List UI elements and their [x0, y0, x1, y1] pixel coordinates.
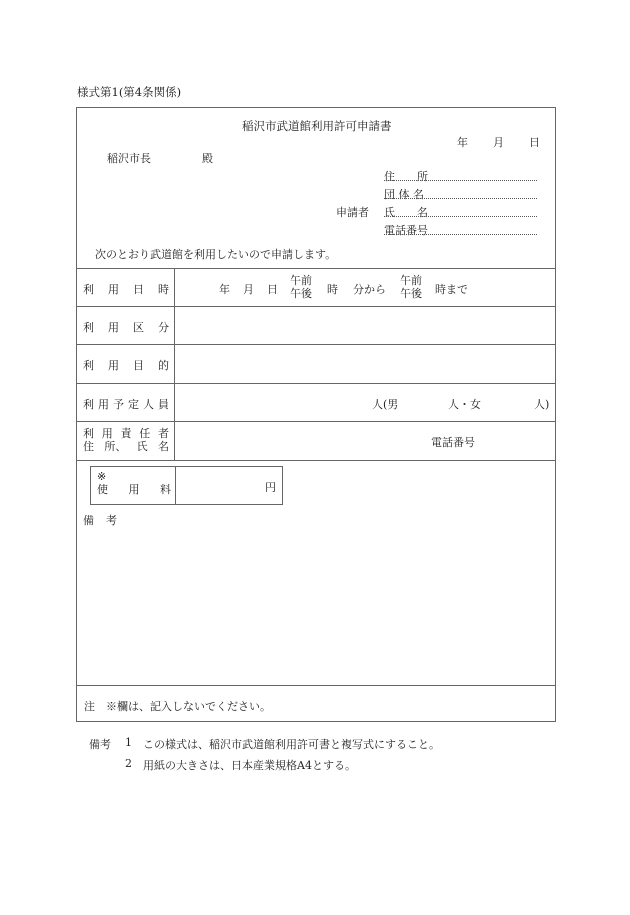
divider: [77, 421, 555, 422]
usage-hour: 時: [327, 283, 338, 296]
form-title: 稲沢市武道館利用許可申請書: [242, 119, 392, 133]
footnote: 注 ※欄は、記入しないでください。: [84, 700, 271, 713]
remarks-item-text: 用紙の大きさは、日本産業規格A4とする。: [143, 759, 356, 772]
label-char: 用: [128, 483, 140, 496]
label-char: 考: [106, 514, 117, 527]
label-char: 員: [158, 398, 169, 411]
label-char: 責: [120, 427, 132, 440]
expected-people-label: [83, 396, 169, 412]
divider: [77, 460, 555, 461]
divider: [77, 268, 555, 269]
request-statement: 次のとおり武道館を利用したいので申請します。: [95, 248, 337, 261]
label-char: 使: [97, 483, 108, 496]
responsible-phone-label: 電話番号: [431, 436, 475, 449]
applicant-label: 申請者: [336, 206, 369, 219]
usage-category-label: [83, 319, 169, 335]
label-char: 定: [128, 398, 139, 411]
usage-datetime-label: [83, 281, 169, 297]
applicant-phone-label: 電話番号: [384, 224, 428, 237]
label-char: 人: [143, 398, 154, 411]
am-option[interactable]: 午前: [400, 274, 422, 287]
pm-option[interactable]: 午後: [400, 287, 422, 300]
label-char: 用: [108, 283, 119, 296]
label-char: 備: [83, 514, 94, 527]
label-char: 用: [98, 398, 109, 411]
usage-category-field[interactable]: [176, 307, 555, 343]
form-caption: 様式第1(第4条関係): [77, 85, 182, 99]
label-char: 時: [158, 283, 169, 296]
label-char: 区: [133, 321, 144, 334]
remarks-item-text: この様式は、稲沢市武道館利用許可書と複写式にすること。: [143, 738, 440, 751]
date-day: 日: [529, 136, 540, 149]
applicant-name-label: 氏 名: [384, 206, 428, 219]
am-option[interactable]: 午前: [290, 274, 312, 287]
label-char: 予: [113, 398, 124, 411]
applicant-name-field[interactable]: [384, 216, 537, 217]
usage-minute-from: 分から: [353, 283, 386, 296]
application-form: [76, 107, 556, 722]
notes-label: [83, 512, 117, 528]
label-char: 目: [133, 359, 144, 372]
label-char: 名: [157, 440, 169, 453]
remarks-item-number: 1: [125, 736, 132, 749]
date-month: 月: [493, 136, 504, 149]
label-char: 任: [139, 427, 151, 440]
usage-month: 月: [243, 283, 254, 296]
applicant-phone-field[interactable]: [384, 234, 537, 235]
column-divider: [174, 268, 175, 460]
office-use-mark: ※: [97, 470, 107, 483]
responsible-person-label: [83, 427, 169, 453]
label-char: 氏: [136, 440, 148, 453]
total-people-suffix: 人(男: [372, 398, 399, 411]
applicant-address-label: 住 所: [384, 170, 428, 183]
fee-unit: 円: [265, 481, 276, 494]
label-char: 利: [83, 283, 94, 296]
usage-ampm-end[interactable]: [400, 274, 422, 300]
female-people-suffix: 人): [534, 398, 550, 411]
label-char: 分: [158, 321, 169, 334]
label-char: 用: [101, 427, 113, 440]
label-char: 所、: [104, 440, 127, 453]
label-char: 用: [108, 359, 119, 372]
label-char: 的: [158, 359, 169, 372]
applicant-address-field[interactable]: [384, 180, 537, 181]
remarks-item-number: 2: [125, 757, 132, 770]
usage-day: 日: [267, 283, 278, 296]
label-char: 日: [133, 283, 144, 296]
column-divider: [175, 467, 176, 504]
notes-field[interactable]: [77, 528, 555, 683]
remarks-label: 備考: [89, 738, 111, 751]
addressee-honorific: 殿: [202, 152, 213, 165]
male-people-suffix: 人・女: [448, 398, 481, 411]
label-char: 利: [83, 427, 94, 440]
fee-box: [90, 466, 283, 505]
fee-label: [97, 470, 171, 496]
pm-option[interactable]: 午後: [290, 287, 312, 300]
label-char: 料: [160, 483, 171, 496]
usage-until: 時まで: [435, 283, 468, 296]
addressee-name: 稲沢市長: [107, 152, 151, 165]
label-char: 用: [108, 321, 119, 334]
usage-purpose-label: [83, 357, 169, 373]
applicant-group-label: 団 体 名: [384, 188, 424, 201]
usage-ampm-start[interactable]: [290, 274, 312, 300]
label-char: 利: [83, 321, 94, 334]
usage-year: 年: [219, 283, 230, 296]
total-people-field[interactable]: [176, 384, 371, 420]
applicant-group-field[interactable]: [384, 198, 537, 199]
usage-purpose-field[interactable]: [176, 345, 555, 382]
label-char: 住: [83, 440, 94, 453]
label-char: 利: [83, 398, 94, 411]
divider: [77, 685, 555, 686]
label-char: 者: [158, 427, 169, 440]
date-year: 年: [457, 136, 468, 149]
label-char: 利: [83, 359, 94, 372]
